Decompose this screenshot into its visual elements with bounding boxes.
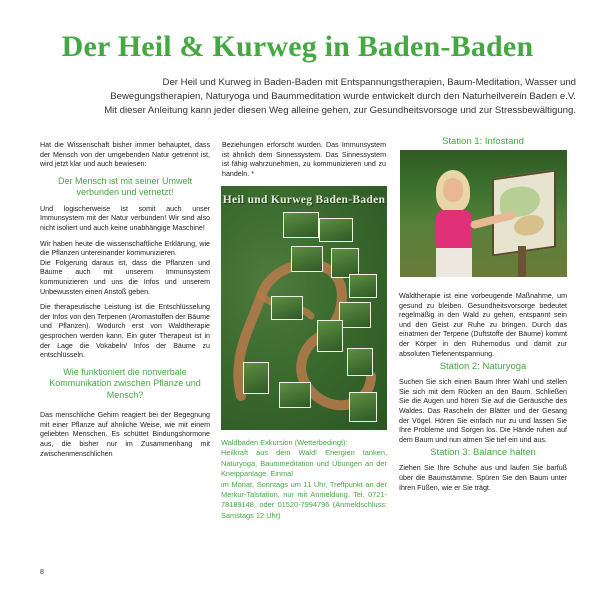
trail-photo (349, 392, 377, 422)
paragraph: Hat die Wissenschaft bisher immer behauptet, dass der Mensch von der umgebenden Natur getrennt ist, wird jetzt klar und auch bewiesen: (40, 141, 210, 169)
page-number: 8 (40, 569, 44, 576)
page-title: Der Heil & Kurweg in Baden-Baden (61, 30, 534, 63)
station-heading: Station 3: Balance halten (430, 447, 536, 459)
trail-photo (243, 362, 269, 394)
caption-line: Heilkraft aus dem Wald! Energien tanken, Naturyoga, Baummeditation und Übungen an der Kneippanlage. Einmal (221, 448, 387, 479)
trail-photo (339, 302, 371, 328)
column-left (40, 141, 210, 465)
intro-line: Der Heil und Kurweg in Baden-Baden mit Entspannungstherapien, Baum-Meditation, Wasser und (162, 77, 576, 88)
excursion-caption (221, 438, 387, 521)
paragraph: Beziehungen erforscht wurden. Das Immunsystem ist ähnlich dem Sinnessystem. Das Sinnessystem ist fähig wahrzunehmen, zu kommunizieren und zu handeln. * (222, 141, 386, 178)
trail-photo (347, 348, 373, 376)
station-heading: Station 2: Naturyoga (439, 361, 527, 373)
trail-photo (317, 320, 343, 352)
paragraph: Und logischerweise ist somit auch unser Immunsystem mit der Natur verbunden! Wir sind also nicht isoliert und auch keine unabhängige Maschine! (40, 204, 210, 232)
paragraph: Die therapeutische Leistung ist die Entschlüsselung der Infos von den Terpenen (Aromastoffen der Bäume und Pflanzen). Wodurch erst von Waldtherapie gesprochen werden kann. Ein guter Therapeut ist in der Lage die Vokabeln/ Infos der Bäume zu entschlüsseln. (40, 303, 210, 360)
caption-line: im Monat, Sonntags um 11 Uhr, Treffpunkt an der Merkur-Talstation, nur mit Anmeldung. Tel. 0721-78189148, oder 01520-7994796 (Anmeldschluss: Samstags 12 Uhr) (221, 479, 387, 520)
column-middle-text (222, 141, 386, 185)
paragraph: Das menschliche Gehirn reagiert bei der Begegnung mit einer Pflanze auf ähnliche Weise, wie mit einem geliebten Menschen. Es schüttet Bindungshormone aus, die bisher nur im Zusammenhang mit zwischenmenschlichen (40, 411, 210, 458)
intro-line: Mit dieser Anleitung kann jeder diesen Weg alleine gehen, zur Gesundheitsvorsoge und zur Stressbewältigung. (104, 105, 576, 116)
trail-photo (291, 246, 323, 272)
paragraph: Wir haben heute die wissenschaftliche Erklärung, wie die Pflanzen untereinander kommunizieren. (40, 239, 210, 258)
paragraph: Die Folgerung daraus ist, dass die Pflanzen und Bäume auch mit unserem Immunsystem kommunizieren und uns die Infos und unserem Unbewussten einen Anstoß geben. (40, 258, 210, 296)
intro-text (18, 76, 576, 118)
paragraph: Ziehen Sie Ihre Schuhe aus und laufen Sie barfuß über die Baumstämme. Spüren Sie den Baum unter Ihren Füßen, wie er Sie trägt. (399, 464, 567, 492)
trail-photo (279, 382, 311, 408)
column-right (399, 292, 567, 499)
intro-line: Bewegungstherapien, Naturyoga und Baummeditation wurde entwickelt durch den Naturheilverein Baden e.V. (110, 91, 576, 102)
trail-photo (319, 218, 353, 242)
trail-photo (283, 212, 319, 238)
trail-photo (271, 296, 303, 320)
paragraph: Suchen Sie sich einen Baum Ihrer Wahl und stellen Sie sich mit dem Rücken an den Baum. Schließen Sie die Augen und hören Sie auf die Geräusche des Waldes. Das Rascheln der Blätter und der Gesang der Vögel. Hören Sie einfach nur zu und lassen Sie Ihre Probleme und Sorgen los. Die Hände ruhen auf dem Baum und nun atmen Sie tief ein und aus. (399, 378, 567, 444)
subheading: Wie funktioniert die nonverbale Kommunikation zwischen Pflanze und Mensch? (49, 366, 201, 400)
subheading: Der Mensch ist mit seiner Umwelt verbunden und vernetzt! (57, 175, 193, 198)
infostand-photo (400, 150, 567, 277)
trail-photo (349, 274, 377, 298)
map-title: Heil und Kurweg Baden-Baden (222, 194, 386, 206)
caption-line: Waldbaden Exkursion (Wetterbedingt): (221, 438, 348, 447)
station-heading: Station 1: Infostand (442, 136, 524, 147)
paragraph: Waldtherapie ist eine vorbeugende Maßnahme, um gesund zu bleiben. Gesundheitsvorsorge bedeutet regelmäßig in den Wald zu gehen, entspannt sein und den Geist zur Ruhe zu bringen. Durch das einatmen der Terpene (Duftstoffe der Bäume) kommt der Körper in den Ruhemodus und damit zur absoluten Tiefenentspannung. (399, 292, 567, 358)
person-figure (430, 170, 478, 277)
trail-map (221, 186, 387, 430)
